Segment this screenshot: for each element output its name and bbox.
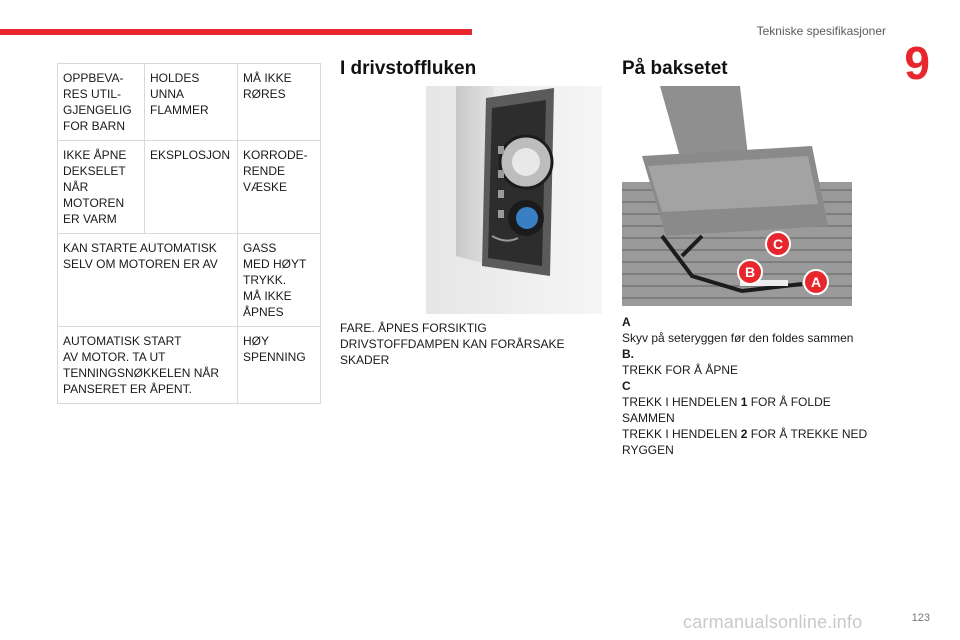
table-cell: KORRODE- RENDE VÆSKE: [238, 141, 321, 234]
seat-label-c: C: [772, 236, 784, 252]
page-number: 123: [911, 612, 930, 624]
instruction-text: FOR Å TREKKE NED: [747, 427, 868, 441]
fuel-flap-caption: FARE. ÅPNES FORSIKTIG DRIVSTOFFDAMPEN KAN FORÅRSAKE SKADER: [340, 321, 565, 367]
rear-seat-drawing: [622, 86, 852, 306]
instruction-text: FOR Å FOLDE: [747, 395, 831, 409]
instruction-c-line1-cont: SAMMEN: [622, 411, 675, 425]
table-row: [58, 234, 321, 327]
seat-label-b: B: [744, 264, 756, 280]
table-cell: OPPBEVA- RES UTIL- GJENGELIG FOR BARN: [58, 64, 145, 141]
lever-number: 2: [740, 427, 748, 441]
instruction-c-line1: [622, 394, 892, 410]
fuel-flap-drawing: [426, 86, 602, 314]
rear-seat-heading: På baksetet: [622, 58, 728, 79]
instruction-text: TREKK I HENDELEN: [622, 395, 741, 409]
table-cell: AUTOMATISK START AV MOTOR. TA UT TENNINGSNØKKELEN NÅR PANSERET ER ÅPENT.: [58, 327, 238, 404]
table-cell: EKSPLOSJON: [145, 141, 238, 234]
table-cell: KAN STARTE AUTOMATISK SELV OM MOTOREN ER AV: [58, 234, 238, 327]
warning-table: [57, 63, 321, 404]
table-row: [58, 327, 321, 404]
header-accent-bar: [0, 29, 472, 35]
fuel-flap-heading: I drivstoffluken: [340, 58, 477, 79]
instruction-c-line2-cont: RYGGEN: [622, 443, 674, 457]
seat-label-a: A: [810, 274, 822, 290]
table-cell: IKKE ÅPNE DEKSELET NÅR MOTOREN ER VARM: [58, 141, 145, 234]
instruction-b-desc: TREKK FOR Å ÅPNE: [622, 363, 739, 377]
instruction-c-line2: [622, 426, 892, 442]
instruction-c-title: C: [622, 379, 631, 393]
instruction-a-title: A: [622, 315, 631, 329]
fuel-flap-illustration: [426, 86, 602, 314]
section-title: Tekniske spesifikasjoner: [756, 24, 886, 38]
table-cell: GASS MED HØYT TRYKK. MÅ IKKE ÅPNES: [238, 234, 321, 327]
table-row: [58, 64, 321, 141]
table-row: [58, 141, 321, 234]
chapter-number: 9: [904, 37, 930, 89]
table-cell: HOLDES UNNA FLAMMER: [145, 64, 238, 141]
lever-number: 1: [740, 395, 748, 409]
instruction-a-desc: Skyv på seteryggen før den foldes sammen: [622, 331, 854, 345]
watermark: carmanualsonline.info: [683, 612, 863, 632]
table-cell: MÅ IKKE RØRES: [238, 64, 321, 141]
rear-seat-illustration: [622, 86, 852, 306]
rear-seat-instructions: [622, 314, 892, 458]
instruction-b-title: B.: [622, 347, 634, 361]
table-cell: HØY SPENNING: [238, 327, 321, 404]
instruction-text: TREKK I HENDELEN: [622, 427, 741, 441]
